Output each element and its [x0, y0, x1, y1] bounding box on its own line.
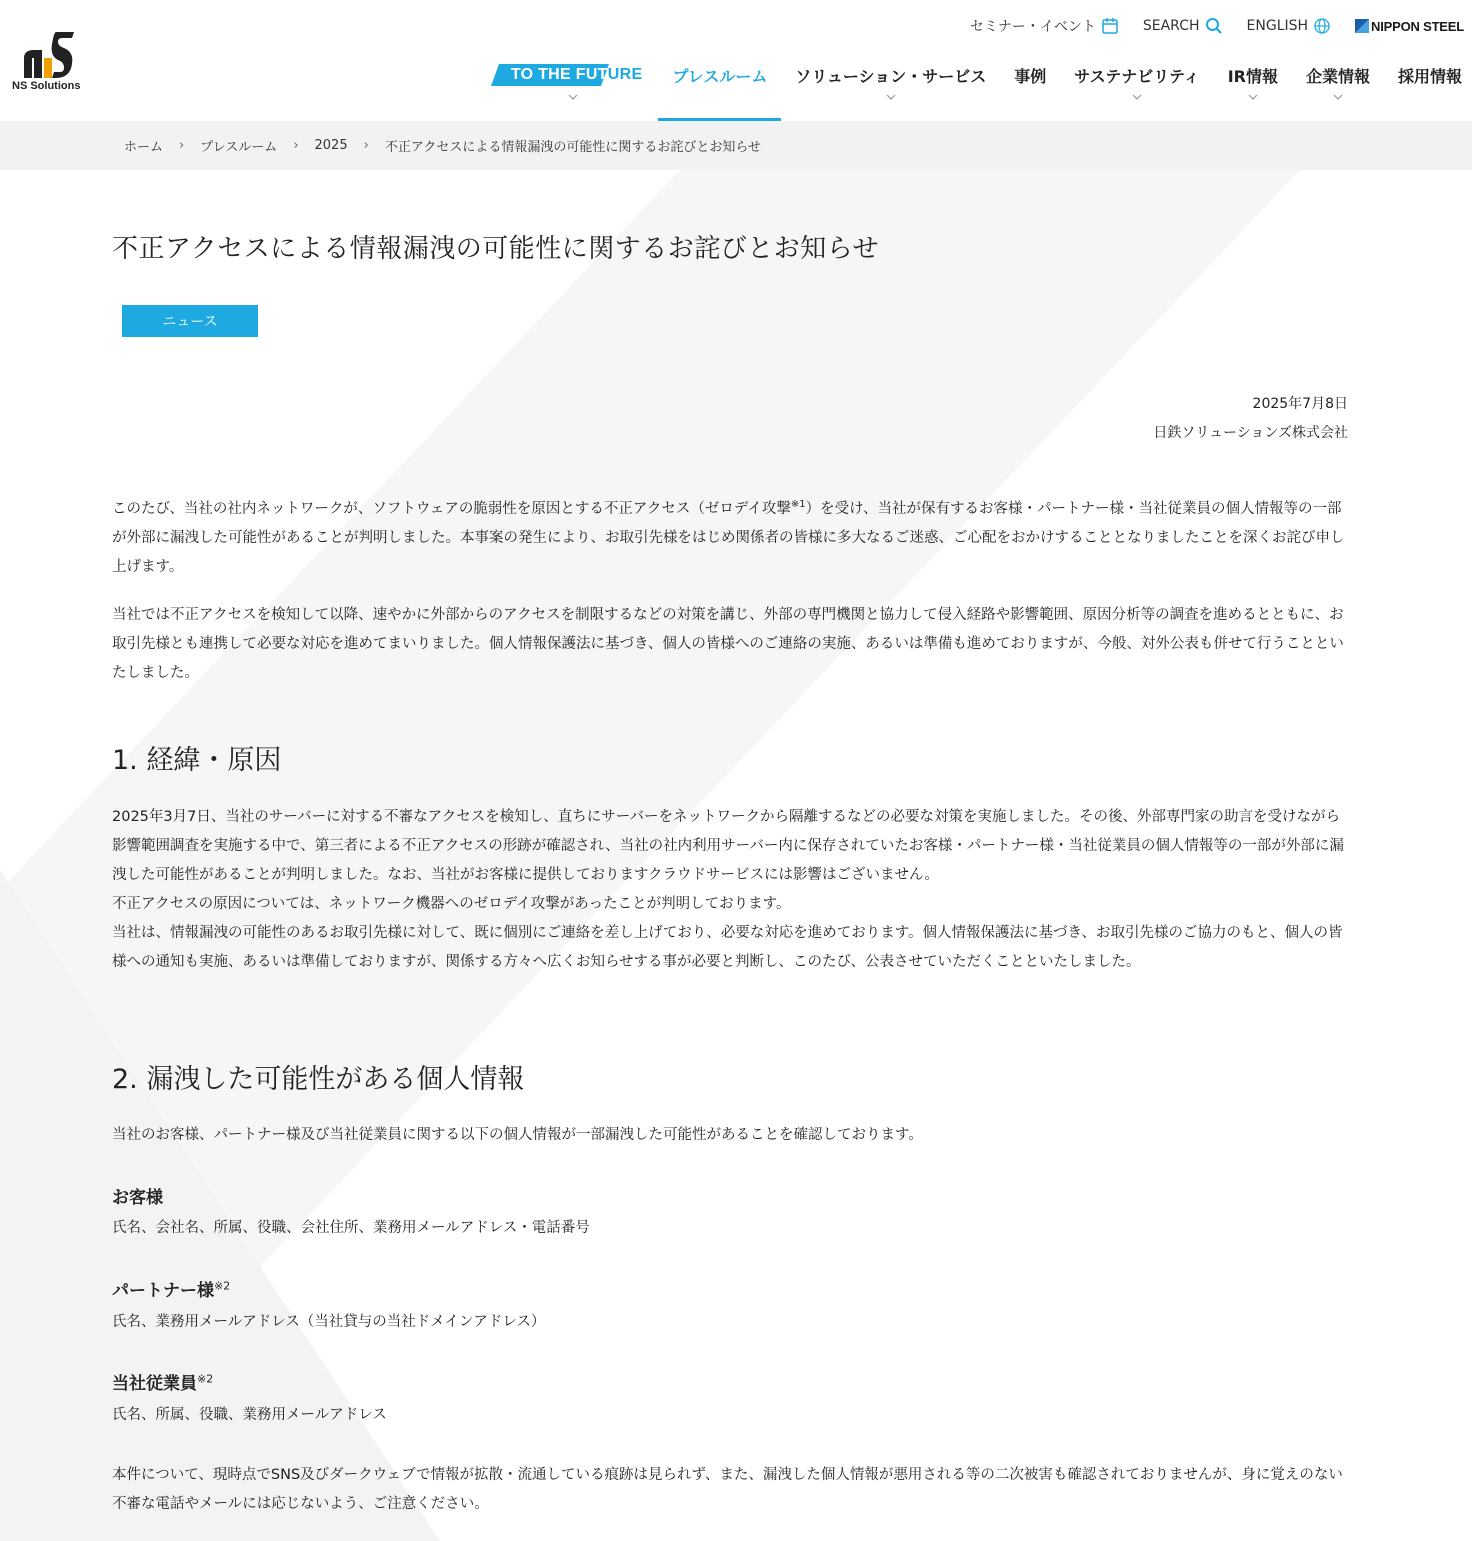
english-label: ENGLISH — [1246, 18, 1309, 34]
nav-pressroom-label: プレスルーム — [672, 67, 768, 86]
page-title: 不正アクセスによる情報漏洩の可能性に関するお詫びとお知らせ — [112, 234, 879, 264]
nippon-steel-link[interactable] — [1355, 19, 1464, 34]
chevron-right-icon: › — [179, 138, 185, 153]
breadcrumb-current: 不正アクセスによる情報漏洩の可能性に関するお詫びとお知らせ — [384, 140, 762, 155]
future-label-b: URE — [607, 66, 643, 83]
nav-pressroom[interactable] — [658, 60, 781, 121]
chevron-down-icon — [1248, 94, 1258, 100]
nav-sustainability-label: サステナビリティ — [1074, 67, 1200, 86]
nav-sustainability[interactable] — [1060, 60, 1213, 121]
partner-info: 氏名、業務用メールアドレス（当社貸与の当社ドメインアドレス） — [112, 1314, 546, 1330]
breadcrumb-year[interactable]: 2025 — [314, 138, 348, 153]
partner-heading-text: パートナー様 — [112, 1281, 214, 1301]
nav-corporate[interactable] — [1292, 60, 1384, 121]
nav-recruit-label: 採用情報 — [1397, 67, 1462, 86]
nav-case-label: 事例 — [1014, 67, 1047, 86]
utility-nav — [946, 16, 1464, 36]
intro1-text-b: ）を受け、当社が保有するお客様・パートナー様・当社従業員の個人情報等の一部が外部に漏洩した可能性があることが判明しました。本事案の発生により、お取引先様をはじめ関係者の皆様に多大なるご迷惑、ご心配をおかけすることとなりましたことを深くお詫び申し上げます。 — [112, 501, 1345, 575]
chevron-right-icon: › — [363, 138, 369, 153]
partner-heading — [112, 1276, 230, 1301]
intro-paragraph-2: 当社では不正アクセスを検知して以降、速やかに外部からのアクセスを制限するなどの対策を講じ、外部の専門機関と協力して侵入経路や影響範囲、原因分析等の調査を進めるとともに、お取引先様とも連携して必要な対応を進めてまいりました。個人情報保護法に基づき、個人の皆様へのご連絡の実施、あるいは準備も進めておりますが、今般、対外公表も併せて行うことといたしました。 — [112, 607, 1344, 681]
employee-heading — [112, 1369, 213, 1394]
customer-heading: お客様 — [112, 1188, 163, 1208]
chevron-down-icon — [1132, 94, 1142, 100]
seminar-label: セミナー・イベント — [969, 19, 1096, 35]
logo-text: NS Solutions — [12, 80, 81, 92]
nav-to-the-future[interactable] — [487, 60, 659, 121]
footnote-ref-2: ※2 — [214, 1279, 231, 1293]
closing-paragraph: 本件について、現時点でSNS及びダークウェブで情報が拡散・流通している痕跡は見られず、また、漏洩した個人情報が悪用される等の二次被害も確認されておりませんが、身に覚えのない不審な電話やメールには応じないよう、ご注意ください。 — [112, 1467, 1343, 1512]
nav-case[interactable] — [1000, 60, 1060, 121]
nav-corporate-label: 企業情報 — [1305, 67, 1370, 86]
footnote-ref-2: ※2 — [197, 1372, 214, 1386]
future-label-a: TO THE FUT — [510, 66, 608, 83]
seminar-link[interactable] — [970, 16, 1119, 36]
intro1-text-a: このたび、当社の社内ネットワークが、ソフトウェアの脆弱性を原因とする不正アクセス（ゼロデイ攻撃 — [112, 501, 791, 517]
section-1-paragraph-3: 当社は、情報漏洩の可能性のあるお取引先様に対して、既に個別にご連絡を差し上げており、必要な対応を進めております。個人情報保護法に基づき、お取引先様のご協力のもと、個人の皆様への通知も実施、あるいは準備しておりますが、関係する方々へ広くお知らせする事が必要と判断し、このたび、公表させていただくことといたしました。 — [112, 925, 1343, 970]
intro-paragraph-1 — [112, 495, 1348, 582]
publish-info — [1153, 390, 1348, 448]
section-1-paragraph-1: 2025年3月7日、当社のサーバーに対する不審なアクセスを検知し、直ちにサーバーをネットワークから隔離するなどの必要な対策を実施しました。その後、外部専門家の助言を受けながら影響範囲調査を実施する中で、第三者による不正アクセスの形跡が確認され、当社の社内利用サーバー内に保存されていたお客様・パートナー様・当社従業員の個人情報等の一部が外部に漏洩した可能性があることが判明しました。なお、当社がお客様に提供しておりますクラウドサービスには影響はございません。 — [112, 809, 1344, 883]
nippon-steel-label: NIPPON STEEL — [1371, 18, 1464, 34]
nav-solution-label: ソリューション・サービス — [795, 67, 987, 86]
calendar-icon — [1101, 17, 1119, 35]
site-header — [0, 0, 1472, 121]
nav-ir-label: IR情報 — [1227, 67, 1278, 86]
employee-heading-text: 当社従業員 — [112, 1374, 197, 1394]
customer-info: 氏名、会社名、所属、役職、会社住所、業務用メールアドレス・電話番号 — [112, 1220, 590, 1236]
search-label: SEARCH — [1142, 18, 1200, 34]
nav-ir[interactable] — [1214, 60, 1292, 121]
employee-info: 氏名、所属、役職、業務用メールアドレス — [112, 1407, 387, 1423]
search-link[interactable] — [1143, 17, 1223, 35]
nippon-steel-mark-icon — [1355, 19, 1369, 33]
chevron-down-icon — [886, 94, 896, 100]
search-icon — [1205, 17, 1223, 35]
breadcrumb-home[interactable]: ホーム — [124, 140, 164, 155]
publish-date: 2025年7月8日 — [1252, 396, 1348, 412]
nav-solution[interactable] — [781, 60, 1000, 121]
global-nav — [487, 60, 1462, 121]
section-2-heading: 2. 漏洩した可能性がある個人情報 — [112, 1064, 525, 1095]
nav-recruit[interactable] — [1384, 60, 1462, 121]
breadcrumb-pressroom[interactable]: プレスルーム — [200, 140, 278, 155]
english-link[interactable] — [1247, 17, 1332, 35]
publisher-name: 日鉄ソリューションズ株式会社 — [1153, 425, 1348, 441]
globe-icon — [1313, 17, 1331, 35]
chevron-right-icon: › — [293, 138, 299, 153]
section-1-paragraph-2: 不正アクセスの原因については、ネットワーク機器へのゼロデイ攻撃があったことが判明しております。 — [112, 896, 791, 912]
footnote-ref-1: ※1 — [790, 499, 806, 511]
category-badge[interactable]: ニュース — [122, 305, 258, 337]
section-1-heading: 1. 経緯・原因 — [112, 745, 282, 776]
section-2-intro: 当社のお客様、パートナー様及び当社従業員に関する以下の個人情報が一部漏洩した可能性があることを確認しております。 — [112, 1127, 923, 1143]
chevron-down-icon — [568, 94, 578, 100]
breadcrumb — [0, 121, 1472, 170]
chevron-down-icon — [1333, 94, 1343, 100]
